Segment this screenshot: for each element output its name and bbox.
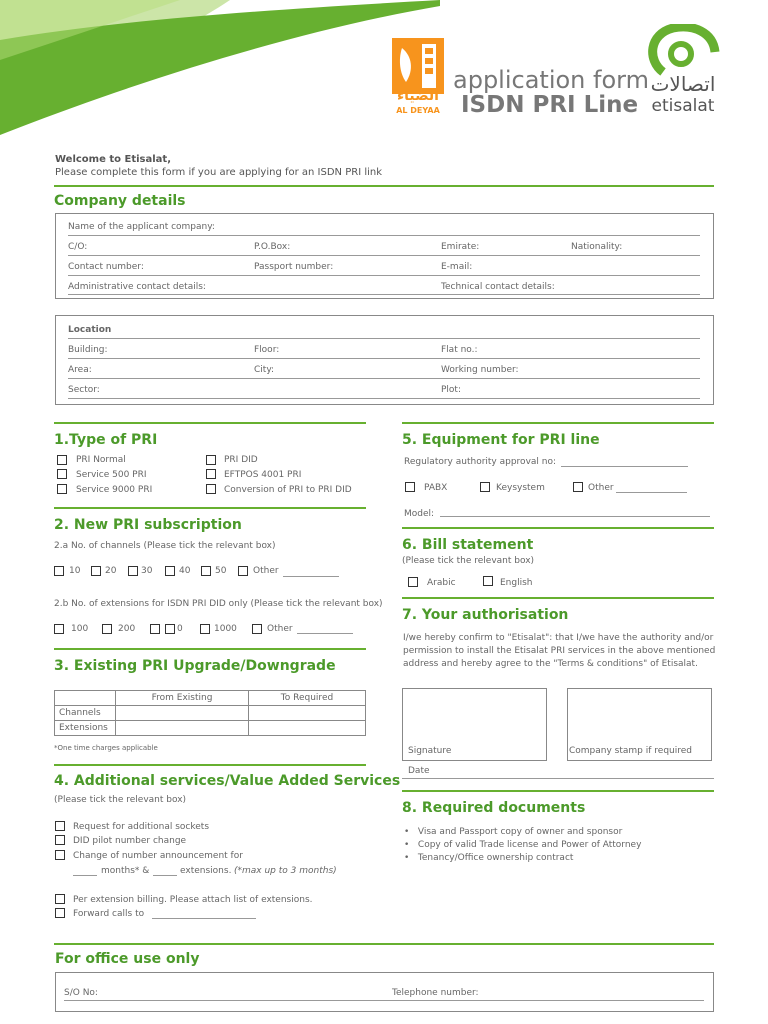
- ext-100-checkbox[interactable]: [54, 624, 64, 634]
- area-line[interactable]: [68, 378, 700, 379]
- service-9000-label: Service 9000 PRI: [76, 485, 153, 495]
- channels-other-label: Other: [253, 566, 279, 576]
- regulatory-label: Regulatory authority approval no:: [404, 457, 557, 467]
- authorisation-text-1: I/we hereby confirm to "Etisalat": that I/we have the authority and/or: [403, 633, 714, 643]
- welcome-text: Welcome to Etisalat,: [55, 154, 171, 165]
- additional-services-sub: (Please tick the relevant box): [54, 795, 187, 805]
- ext-300-label: 0: [177, 624, 183, 634]
- service-9000-checkbox[interactable]: [57, 484, 67, 494]
- date-line[interactable]: [402, 778, 714, 779]
- ext-200-checkbox[interactable]: [102, 624, 112, 634]
- table-header: From Existing: [116, 691, 249, 706]
- table-cell[interactable]: [116, 706, 249, 721]
- channels-50-label: 50: [215, 566, 227, 576]
- so-label: S/O No:: [64, 988, 98, 998]
- telephone-label: Telephone number:: [392, 988, 479, 998]
- ext-200-label: 200: [118, 624, 136, 634]
- etisalat-name: etisalat: [651, 96, 715, 116]
- regulatory-line[interactable]: [561, 466, 688, 467]
- table-header: To Required: [249, 691, 366, 706]
- table-row-label: Channels: [55, 706, 116, 721]
- channels-question: 2.a No. of channels (Please tick the relevant box): [54, 541, 276, 551]
- emirate-label: Emirate:: [441, 242, 480, 252]
- additional-services-title: 4. Additional services/Value Added Services: [54, 773, 401, 789]
- authorisation-title: 7. Your authorisation: [402, 607, 569, 623]
- arabic-label: Arabic: [427, 578, 456, 588]
- upgrade-table: [54, 690, 366, 736]
- divider: [54, 422, 366, 424]
- etisalat-emblem-icon: [645, 24, 721, 78]
- extensions-line[interactable]: [153, 875, 177, 876]
- contact-line[interactable]: [68, 275, 700, 276]
- ext-1000-label: 1000: [214, 624, 237, 634]
- ext-1000-checkbox[interactable]: [200, 624, 210, 634]
- table-cell[interactable]: [249, 706, 366, 721]
- per-extension-billing-label: Per extension billing. Please attach list of extensions.: [73, 895, 313, 905]
- channels-30-checkbox[interactable]: [128, 566, 138, 576]
- location-line: [68, 338, 700, 339]
- bill-statement-title: 6. Bill statement: [402, 537, 534, 553]
- admin-line[interactable]: [68, 294, 700, 295]
- upgrade-note: *One time charges applicable: [54, 744, 158, 752]
- extensions-question: 2.b No. of extensions for ISDN PRI DID only (Please tick the relevant box): [54, 599, 383, 609]
- document-item-text: Copy of valid Trade license and Power of Attorney: [417, 840, 642, 850]
- document-item-text: Visa and Passport copy of owner and sponsor: [417, 827, 623, 837]
- conversion-checkbox[interactable]: [206, 484, 216, 494]
- ext-other-checkbox[interactable]: [252, 624, 262, 634]
- company-name-label: Name of the applicant company:: [68, 222, 215, 232]
- channels-10-label: 10: [69, 566, 81, 576]
- max-note: (*max up to 3 months): [234, 866, 337, 876]
- equipment-title: 5. Equipment for PRI line: [402, 432, 600, 448]
- al-deyaa-arabic: الضياء: [397, 88, 439, 104]
- document-item: • Visa and Passport copy of owner and sponsor: [404, 827, 623, 837]
- pabx-label: PABX: [424, 483, 448, 493]
- etisalat-arabic: اتصالات: [650, 72, 716, 96]
- document-item-text: Tenancy/Office ownership contract: [417, 853, 574, 863]
- document-item: • Tenancy/Office ownership contract: [404, 853, 574, 863]
- divider: [54, 943, 714, 945]
- forward-calls-line[interactable]: [152, 918, 256, 919]
- form-title-line1: application form: [453, 66, 649, 94]
- announcement-label: Change of number announcement for: [73, 851, 243, 861]
- divider: [54, 507, 366, 509]
- sector-label: Sector:: [68, 385, 100, 395]
- ext-100-label: 100: [71, 624, 89, 634]
- additional-sockets-label: Request for additional sockets: [73, 822, 210, 832]
- conversion-label: Conversion of PRI to PRI DID: [224, 485, 352, 495]
- authorisation-text-2: permission to install the Etisalat PRI services in the above mentioned: [403, 646, 716, 656]
- nationality-label: Nationality:: [571, 242, 623, 252]
- form-title-line2: ISDN PRI Line: [461, 92, 639, 118]
- eftpos-label: EFTPOS 4001 PRI: [224, 470, 302, 480]
- area-label: Area:: [68, 365, 92, 375]
- table-header: [55, 691, 116, 706]
- co-label: C/O:: [68, 242, 88, 252]
- flat-label: Flat no.:: [441, 345, 478, 355]
- pobox-label: P.O.Box:: [254, 242, 291, 252]
- al-deyaa-emblem-icon: [392, 38, 444, 94]
- ext-other-line[interactable]: [297, 633, 353, 634]
- pabx-checkbox[interactable]: [405, 482, 415, 492]
- did-pilot-label: DID pilot number change: [73, 836, 187, 846]
- divider: [402, 790, 714, 792]
- divider: [402, 527, 714, 529]
- forward-calls-checkbox[interactable]: [55, 908, 65, 918]
- service-500-label: Service 500 PRI: [76, 470, 147, 480]
- ext-300-checkbox[interactable]: [150, 624, 160, 634]
- service-500-checkbox[interactable]: [57, 469, 67, 479]
- etisalat-logo: [645, 24, 721, 120]
- channels-20-label: 20: [105, 566, 117, 576]
- instruction-text: Please complete this form if you are applying for an ISDN PRI link: [55, 167, 383, 178]
- model-line[interactable]: [440, 516, 710, 517]
- company-name-line[interactable]: [68, 235, 700, 236]
- building-line[interactable]: [68, 358, 700, 359]
- pri-did-checkbox[interactable]: [206, 455, 216, 465]
- header-swoosh: [0, 0, 440, 140]
- location-title: Location: [68, 325, 112, 335]
- months-line[interactable]: [73, 875, 97, 876]
- stamp-label: Company stamp if required: [569, 746, 692, 756]
- keysystem-label: Keysystem: [496, 483, 545, 493]
- channels-other-line[interactable]: [283, 576, 339, 577]
- equipment-other-line[interactable]: [616, 492, 687, 493]
- months-label: months* &: [101, 866, 150, 876]
- english-label: English: [500, 578, 533, 588]
- office-use-box: [55, 972, 714, 1012]
- contact-label: Contact number:: [68, 262, 144, 272]
- floor-label: Floor:: [254, 345, 280, 355]
- channels-other-checkbox[interactable]: [238, 566, 248, 576]
- arabic-checkbox[interactable]: [408, 577, 418, 587]
- tech-contact-label: Technical contact details:: [441, 282, 555, 292]
- additional-sockets-checkbox[interactable]: [55, 821, 65, 831]
- type-of-pri-title: 1.Type of PRI: [54, 432, 158, 448]
- divider: [54, 185, 714, 187]
- office-use-title: For office use only: [55, 951, 200, 967]
- upgrade-title: 3. Existing PRI Upgrade/Downgrade: [54, 658, 336, 674]
- channels-50-checkbox[interactable]: [201, 566, 211, 576]
- channels-20-checkbox[interactable]: [91, 566, 101, 576]
- extensions-label: extensions.: [180, 866, 232, 876]
- working-number-label: Working number:: [441, 365, 519, 375]
- table-cell[interactable]: [249, 721, 366, 736]
- date-label: Date: [408, 766, 430, 776]
- divider: [54, 764, 366, 766]
- per-extension-billing-checkbox[interactable]: [55, 894, 65, 904]
- al-deyaa-name: AL DEYAA: [396, 106, 440, 115]
- table-row-label: Extensions: [55, 721, 116, 736]
- model-label: Model:: [404, 509, 435, 519]
- equipment-other-label: Other: [588, 483, 614, 493]
- required-documents-title: 8. Required documents: [402, 800, 586, 816]
- al-deyaa-logo: [392, 38, 444, 118]
- admin-contact-label: Administrative contact details:: [68, 282, 206, 292]
- divider: [402, 597, 714, 599]
- table-cell[interactable]: [116, 721, 249, 736]
- signature-label: Signature: [408, 746, 452, 756]
- channels-40-label: 40: [179, 566, 191, 576]
- pri-did-label: PRI DID: [224, 455, 258, 465]
- sector-line[interactable]: [68, 398, 700, 399]
- divider: [54, 648, 366, 650]
- channels-10-checkbox[interactable]: [54, 566, 64, 576]
- ext-300-checkbox-2[interactable]: [165, 624, 175, 634]
- building-label: Building:: [68, 345, 108, 355]
- new-pri-title: 2. New PRI subscription: [54, 517, 242, 533]
- passport-label: Passport number:: [254, 262, 334, 272]
- email-label: E-mail:: [441, 262, 473, 272]
- office-line[interactable]: [64, 1000, 704, 1001]
- document-item: • Copy of valid Trade license and Power of Attorney: [404, 840, 642, 850]
- forward-calls-label: Forward calls to: [73, 909, 145, 919]
- city-label: City:: [254, 365, 275, 375]
- ext-other-label: Other: [267, 624, 293, 634]
- authorisation-text-3: address and hereby agree to the "Terms & conditions" of Etisalat.: [403, 659, 698, 669]
- plot-label: Plot:: [441, 385, 461, 395]
- divider: [402, 422, 714, 424]
- co-line[interactable]: [68, 255, 700, 256]
- company-details-title: Company details: [54, 193, 186, 209]
- equipment-other-checkbox[interactable]: [573, 482, 583, 492]
- pri-normal-checkbox[interactable]: [57, 455, 67, 465]
- channels-30-label: 30: [141, 566, 153, 576]
- pri-normal-label: PRI Normal: [76, 455, 126, 465]
- channels-40-checkbox[interactable]: [165, 566, 175, 576]
- did-pilot-checkbox[interactable]: [55, 835, 65, 845]
- bill-statement-sub: (Please tick the relevant box): [402, 556, 535, 566]
- keysystem-checkbox[interactable]: [480, 482, 490, 492]
- location-box: [55, 315, 714, 405]
- eftpos-checkbox[interactable]: [206, 469, 216, 479]
- english-checkbox[interactable]: [483, 576, 493, 586]
- announcement-checkbox[interactable]: [55, 850, 65, 860]
